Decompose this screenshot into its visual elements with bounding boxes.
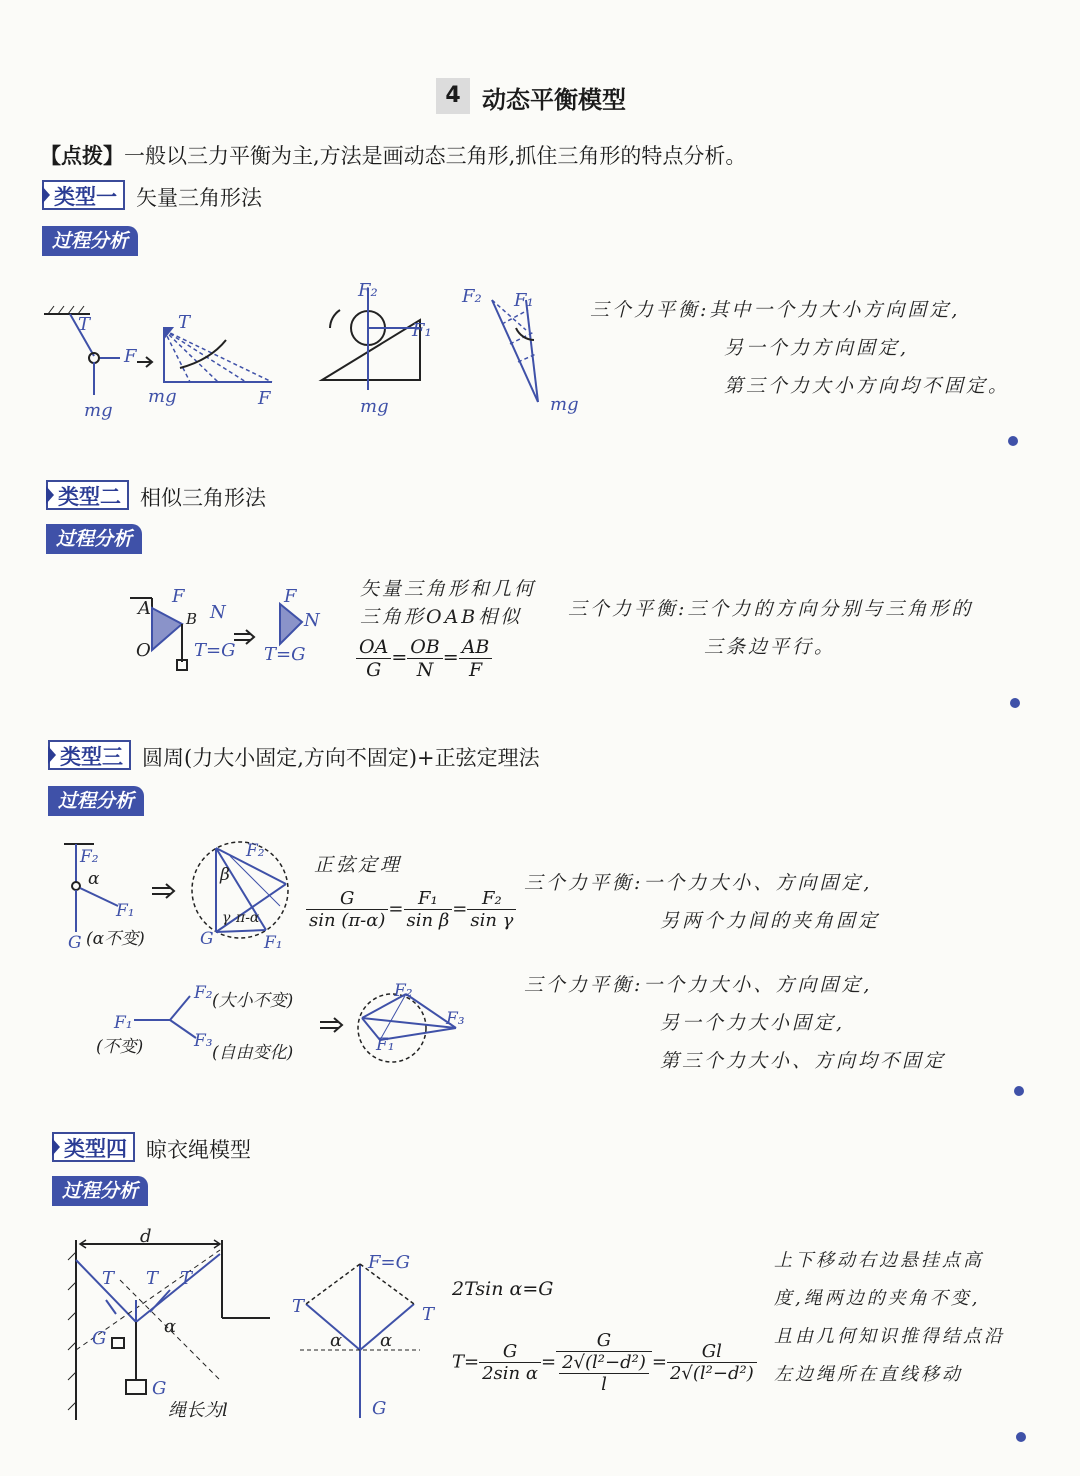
t3-label-pia: π-α <box>236 910 260 926</box>
type1-note-2: 另一个力方向固定, <box>724 337 910 359</box>
t3-label-G: G <box>68 933 82 953</box>
t2-label-F: F <box>172 586 185 607</box>
type3-name: 圆周(力大小固定,方向不固定)+正弦定理法 <box>142 746 540 770</box>
type2-tag: 类型二 <box>46 480 129 510</box>
type4-equation-1: 2Tsin α=G <box>452 1278 554 1300</box>
type4-diagram <box>60 1226 440 1430</box>
type3-process-label: 过程分析 <box>48 786 144 816</box>
section-dot <box>1016 1432 1026 1442</box>
t4-label-T5: T <box>422 1304 435 1325</box>
t3-label-gamma: γ <box>222 910 231 926</box>
t1-label-mg3: mg <box>360 396 389 417</box>
t1-label-T2: T <box>178 312 191 333</box>
type1-note-1: 三个力平衡:其中一个力大小方向固定, <box>590 299 961 321</box>
t2-label-N2: N <box>304 610 320 631</box>
t2-label-B: B <box>186 610 198 628</box>
type4-note-2: 度,绳两边的夹角不变, <box>774 1288 981 1309</box>
type2-hand-note-2: 三角形OAB相似 <box>360 606 523 628</box>
t4-label-alpha3: α <box>380 1330 393 1351</box>
t3b-label-F3b: F₃ <box>446 1009 465 1029</box>
type1-name: 矢量三角形法 <box>136 186 262 210</box>
type4-note-1: 上下移动右边悬挂点高 <box>774 1250 984 1271</box>
t3-label-beta: β <box>220 865 230 885</box>
type4-name: 晾衣绳模型 <box>146 1138 251 1162</box>
t3b-f1-note: (不变) <box>96 1037 144 1057</box>
type2-equation: $\frac{OA}{G}$ = $\frac{OB}{N}$ = $\frac{AB}{F}$ <box>356 636 492 681</box>
type4-note-3: 且由几何知识推得结点沿 <box>774 1326 1005 1347</box>
t3-label-F1b: F₁ <box>264 933 283 953</box>
t1-label-F1b: F₁ <box>412 320 432 341</box>
section-dot <box>1010 698 1020 708</box>
t4-label-G3: G <box>372 1398 387 1419</box>
t3-label-F2b: F₂ <box>246 841 265 861</box>
t3-label-F2: F₂ <box>80 847 99 867</box>
type3-diagram-b <box>96 978 480 1068</box>
t4-label-G1: G <box>92 1328 107 1349</box>
section-number: 4 <box>436 78 470 114</box>
t1-label-F2c: F₂ <box>462 286 482 307</box>
type4-note-4: 左边绳所在直线移动 <box>774 1364 963 1385</box>
t4-label-T2: T <box>146 1268 159 1289</box>
t3b-label-F1b: F₁ <box>376 1035 395 1055</box>
t2-label-N: N <box>210 602 226 623</box>
type3-diagram-a <box>60 836 310 960</box>
type3-note-b1: 三个力平衡:一个力大小、方向固定, <box>524 974 873 996</box>
page-title: 动态平衡模型 <box>482 86 626 114</box>
t1-label-F1: F <box>124 346 137 367</box>
t2-label-O: O <box>136 640 151 661</box>
type3-note-b2: 另一个力大小固定, <box>660 1012 846 1034</box>
t4-label-T1: T <box>102 1268 115 1289</box>
t1-label-mg4: mg <box>550 394 579 415</box>
type3-note-b3: 第三个力大小、方向均不固定 <box>660 1050 947 1072</box>
type4-tag: 类型四 <box>52 1132 135 1162</box>
t3-label-alpha: α <box>88 869 100 889</box>
section-dot <box>1014 1086 1024 1096</box>
type2-diagram <box>130 584 350 684</box>
t3b-label-F1: F₁ <box>114 1013 133 1033</box>
t2-label-F2: F <box>284 586 297 607</box>
t4-label-alpha: α <box>164 1316 177 1337</box>
t3b-label-F2: F₂ <box>194 983 213 1003</box>
t4-label-d: d <box>140 1226 152 1247</box>
t2-label-TG2: T=G <box>264 644 306 665</box>
t3b-label-F2b: F₂ <box>394 981 413 1001</box>
type3-tag: 类型三 <box>48 740 131 770</box>
tip-text: 一般以三力平衡为主,方法是画动态三角形,抓住三角形的特点分析。 <box>124 144 747 168</box>
t3-label-G2: G <box>200 929 214 949</box>
t4-label-rope: 绳长为l <box>168 1400 228 1421</box>
t3b-f3-note: (自由变化) <box>212 1043 294 1063</box>
tip-label: 【点拨】 <box>40 144 124 168</box>
t3b-label-F3: F₃ <box>194 1031 213 1051</box>
type4-equation-2: T= $\frac{G}{\text{2sin α}}$ = $\frac{G}{\frac{\text{2√(l²−d²)}}{l}}$ = $\frac{Gl}{\text{2√(l²−d²)}}$ <box>452 1330 757 1395</box>
type1-note-3: 第三个力大小方向均不固定。 <box>724 375 1011 397</box>
type3-note-a2: 另两个力间的夹角固定 <box>660 910 881 932</box>
section-dot <box>1008 436 1018 446</box>
t4-label-T4: T <box>292 1296 305 1317</box>
t1-label-mg1: mg <box>84 400 113 421</box>
type3-equation: $\frac{G}{\sin (\pi-\alpha)}$ = $\frac{\text{F₁}}{\text{sin β}}$ = $\frac{\text{F₂}}{\text{sin γ}}$ <box>306 888 516 931</box>
t1-label-mg2: mg <box>148 386 177 407</box>
type1-process-label: 过程分析 <box>42 226 138 256</box>
type1-diagram <box>40 270 600 430</box>
t4-label-alpha2: α <box>330 1330 343 1351</box>
type3-note-a1: 三个力平衡:一个力大小、方向固定, <box>524 872 873 894</box>
t3-label-F1: F₁ <box>116 901 135 921</box>
type2-note-1: 三个力平衡:三个力的方向分别与三角形的 <box>568 598 974 620</box>
t2-label-A: A <box>138 598 151 619</box>
type2-process-label: 过程分析 <box>46 524 142 554</box>
t4-label-FG: F=G <box>368 1252 410 1273</box>
t4-label-G2: G <box>152 1378 167 1399</box>
type2-name: 相似三角形法 <box>140 486 266 510</box>
type2-hand-note-1: 矢量三角形和几何 <box>360 578 537 600</box>
t1-label-F1c: F₁ <box>514 290 534 311</box>
t2-label-TG: T=G <box>194 640 236 661</box>
t3b-f2-note: (大小不变) <box>212 991 294 1011</box>
tip-paragraph <box>40 140 746 170</box>
type3-law: 正弦定理 <box>314 854 403 876</box>
t1-label-F2b: F₂ <box>358 280 378 301</box>
type4-process-label: 过程分析 <box>52 1176 148 1206</box>
t1-label-F2: F <box>258 388 271 409</box>
t3-label-alpha-fixed: (α不变) <box>86 929 145 949</box>
t1-label-T1: T <box>78 314 91 335</box>
t4-label-T3: T <box>180 1268 193 1289</box>
type1-tag: 类型一 <box>42 180 125 210</box>
type2-note-2: 三条边平行。 <box>704 636 837 658</box>
